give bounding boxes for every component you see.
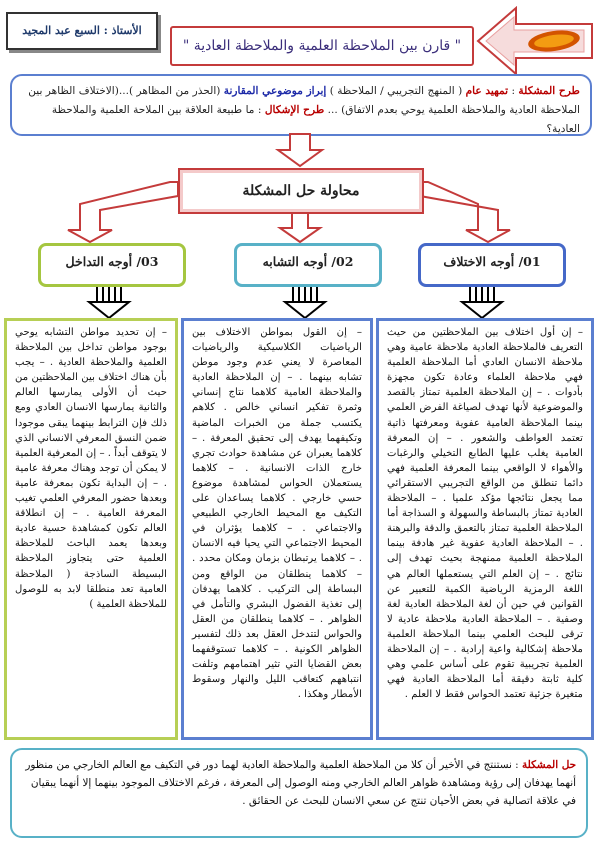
- solution-text: [12, 750, 586, 816]
- solution-box: [10, 748, 588, 838]
- header-differences: 01/ أوجه الاختلاف: [418, 243, 566, 287]
- column-similarities: [181, 318, 373, 740]
- question-label: طرح الإشكال: [264, 104, 325, 116]
- attempt-heading: محاولة حل المشكلة: [178, 168, 424, 214]
- problem-label: طرح المشكلة: [518, 85, 580, 97]
- solution-label: حل المشكلة: [522, 759, 576, 771]
- page-title: " قارن بين الملاحظة العلمية والملاحظة العادية ": [170, 26, 474, 66]
- comparison-highlight: إبراز موضوعي المقارنة: [223, 85, 327, 97]
- intro-label: تمهيد عام: [465, 85, 509, 97]
- header-overlap: 03/ أوجه التداخل: [38, 243, 186, 287]
- black-down-arrows: [89, 284, 502, 318]
- intro-text: ( المنهج التجريبي / الملاحظة ): [329, 85, 463, 97]
- overlap-text: – إن تحديد مواطن التشابه يوحي بوجود مواطن تداخل بين الملاحظة العلمية والملاحظة العادية . – يجب بأن هناك اختلاف بين الملاحظتين من حيث أن الأولى يمارسها العالم والثانية يمارسها الانسان العادي ومع ذلك فإن الترابط بينهما يبقى موجودا ضمن النسق المعرفي الانساني الذي لا يتوقف أبداً . – إن المعرفية العلمية لا يمكن أن توجد وهناك معرفة عامية . – إن البداية تكون بمعرفة عامية وبعدها حضور المعرفي العلمي تغيب المعرفة العامية . – إن انطلاقة العالم تكون كمشاهدة حسية عادية وبعدها يعمد الباحث للملاحظة العلمية حتى يتجاوز الملاحظة البسيطة الساذجة ( الملاحظة العامية تعد منطلقا لابد به للوصول للملاحظة العلمية ): [15, 327, 167, 610]
- black-arrow-3: [89, 284, 129, 318]
- column-differences: [376, 318, 594, 740]
- black-arrow-2: [285, 284, 325, 318]
- down-arrow-icon: [278, 134, 322, 166]
- solution-body: : نستنتج في الأخير أن كلا من الملاحظة العلمية والملاحظة العادية لهما دور في التكيف مع العالم الخارجي من منظور أنهما يهدفان إلى رؤية ومشاهدة ظواهر العالم الخارجي ومنه الوصول إلى المعرفة ، فرغم الاختلاف الموجود بينهما إلا أنهما يبقيان في علاقة اتصالية في بعض الأحيان تنتج عن سعي الانسان للبحث عن الحقائق .: [25, 759, 576, 807]
- problem-question: : ما طبيعة العلاقة بين الملاحة العلمية والملاحظة العادية؟: [51, 104, 580, 135]
- similarities-text: – إن القول بمواطن الاختلاف بين الرياضيات الكلاسيكية والرياضيات المعاصرة لا يعني عدم وجود موطن تشابه بينهما . – إن الملاحظة العادية والملاحظة العامية كلاهما نتاج إنساني وثمرة تفكير انساني خالص . كلاهم يكتسب جملة من الخبرات الماضية وتكيفهما يهدف إلى تحقيق المعرفة . – كلاهما يعبران عن مشاهدة حوادث تجري خارج الذات الانسانية . – كلاهما يستعملان الحواس لمشاهدة موضوع حسي خارجي . كلاهما يساعدان على التكيف مع المحيط الخارجي الطبيعي والاجتماعي . – كلاهما يؤثران في المحيط الاجتماعي التي يحيا فيه الانسان . – كلاهما يرتبطان بزمان ومكان محدد . – كلاهما ينطلقان من الواقع ومن البساطة إلى التركيب . كلاهما يهدفان إلى تغذية الفضول البشري والتأمل في الظواهر . – كلاهما ينطلقان من العقل والحواس لتتدخل العقل بعد ذلك لتفسير الظواهر الكونية . – كلاهما تستوقفهما بعض القضايا التي تثير اهتمامهم وتلفت انتباههم كتعاقب الليل والنهار وسقوط الأمطار وهكذا .: [192, 327, 362, 701]
- differences-text: – إن أول اختلاف بين الملاحظتين من حيث التعريف فالملاحظة العادية ملاحظة عامية وهي ملاحظة الانسان العادي أما الملاحظة العلمية فهي ملاحظة العلماء وعادة تكون مجهزة بأدوات . – إن الملاحظة العلمية تمتاز بالقصد والموضوعية لأنها تهدف لصياغة الفرض العلمي بينما الملاحظة العامية عفوية ومعرفتها ذاتية تعتمد العواطف والشعور . – إن المعرفة العامية يغلب عليها الطابع التخيلي والرغبات والأهواء لا الواقعي بينما المعرفة العلمية فهي دائما تنطلق من الواقع التجريبي الاستقرائي مما يجعل نتائجها مؤكد علميا . – الملاحظة العادية تمتاز بالبساطة والسهولة و السذاجة أما الملاحظة العلمية تمتاز بالتعمق والدقة والبرهنة . – الملاحظة العادية عفوية غير هادفة بينما الملاحظة العلمية ممنهجة بحيث تهدف إلى نتائج . – إن العلم التي يستعملها العالم هي اللغة الرمزية الرياضية الكمية للتعبير عن القوانين في حين أن لغة الملاحظة العادية لغة وصفية . – الملاحظة العادية ملاحظة عادية لا ترقى للبحث العلمي بينما الملاحظة العلمية ملاحظة إشكالية واعية إرادية . – إن الملاحظة العلمية تجريبية تقوم على أساس علمي وهي كلية ثابتة دقيقة أما الملاحظة العادية فهي متغيرة جزئية تعتمد الحواس فقط لا العلم .: [387, 327, 583, 701]
- black-arrow-1: [462, 284, 502, 318]
- column-overlap: [4, 318, 178, 740]
- author-badge: الأستاذ : السبع عبد المجيد: [6, 12, 158, 50]
- problem-body: (الحذر من المظاهر )...(الاختلاف الظاهر بين الملاحظة العادية والملاحظة العلمية يوحي بعدم الاتفاق) ...: [28, 85, 580, 116]
- header-similarities: 02/ أوجه التشابه: [234, 243, 382, 287]
- problem-text: طرح المشكلة : تمهيد عام ( المنهج التجريبي / الملاحظة ) إبراز موضوعي المقارنة (الحذر من المظاهر )...(الاختلاف الظاهر بين الملاحظة العادية والملاحظة العلمية يوحي بعدم الاتفاق) ... طرح الإشكال : ما طبيعة العلاقة بين الملاحة العلمية والملاحظة العادية؟: [28, 85, 580, 135]
